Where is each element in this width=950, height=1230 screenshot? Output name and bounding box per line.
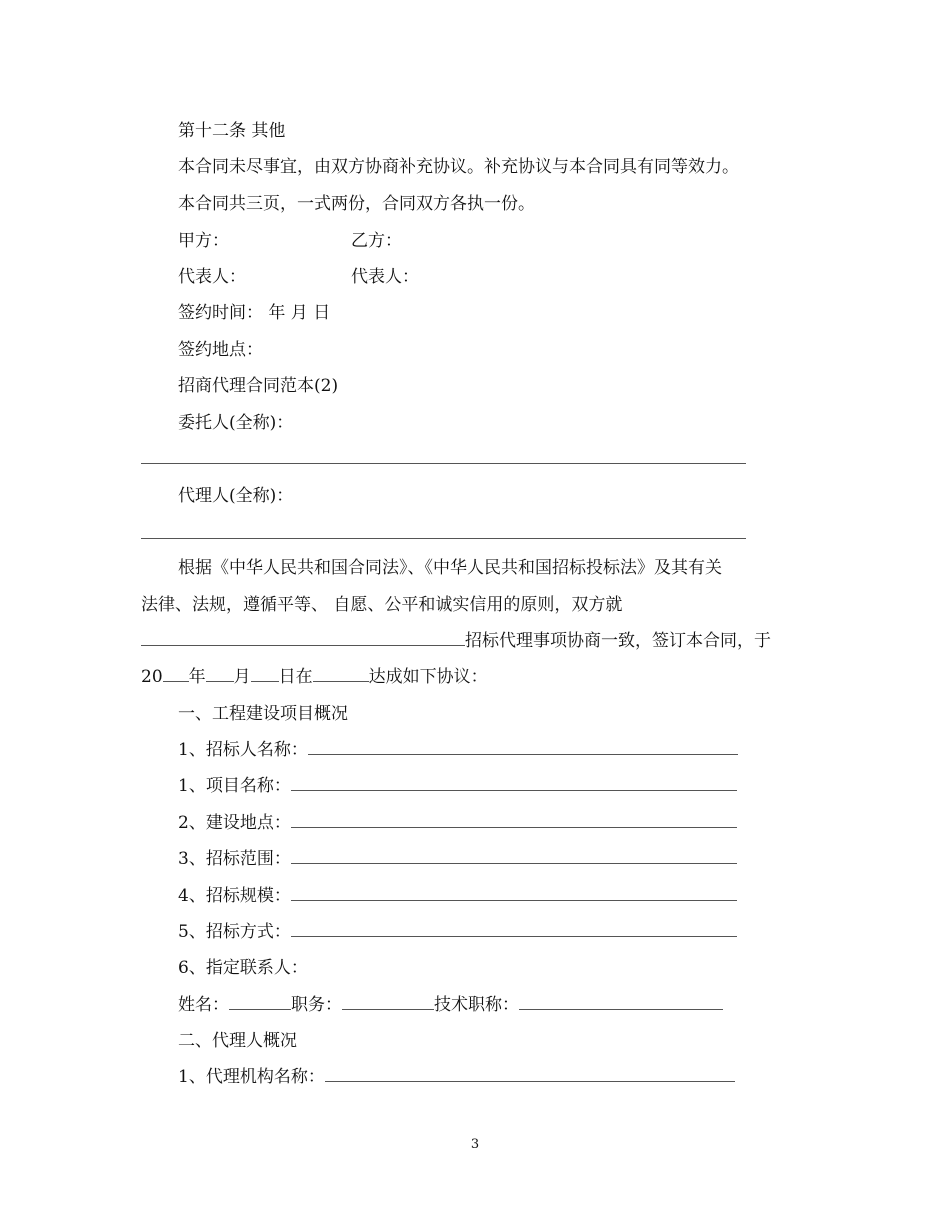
contact-details (178, 994, 723, 1016)
client-fill-line (141, 463, 746, 464)
list-item (178, 775, 737, 797)
contact-label: 6、指定联系人： (178, 958, 308, 978)
item-blank (291, 812, 737, 828)
month-blank (206, 666, 234, 682)
intro-line-1: 根据《中华人民共和国合同法》、《中华人民共和国招标投标法》及其有关 (178, 558, 722, 578)
position-label: 职务： (291, 995, 342, 1015)
contract-title: 招商代理合同范本(2) (178, 376, 339, 396)
name-blank (229, 994, 291, 1010)
month-label: 月 (233, 667, 251, 687)
item-blank (308, 739, 738, 755)
agency-name-blank (325, 1066, 735, 1082)
rep-a-label: 代表人： (178, 267, 246, 287)
year-label: 年 (188, 667, 206, 687)
tech-title-label: 技术职称： (434, 995, 519, 1015)
agent-label: 代理人(全称)： (178, 486, 294, 506)
section-2-heading: 二、代理人概况 (178, 1031, 297, 1051)
agent-fill-line (141, 538, 746, 539)
intro-line-3 (141, 630, 771, 652)
item-blank (291, 885, 737, 901)
item-blank (291, 921, 737, 937)
rep-b-label: 代表人： (351, 267, 419, 287)
item-blank (291, 848, 737, 864)
place-blank (313, 666, 369, 682)
section-1-heading: 一、工程建设项目概况 (178, 704, 348, 724)
matter-blank (141, 630, 465, 646)
party-a-label: 甲方： (178, 231, 229, 251)
list-item (178, 739, 738, 761)
client-label: 委托人(全称)： (178, 413, 294, 433)
year-prefix: 20 (141, 667, 163, 687)
sign-place-label: 签约地点： (178, 340, 263, 360)
intro-line-3-text: 招标代理事项协商一致，签订本合同，于 (465, 631, 771, 651)
year-blank (163, 666, 189, 682)
agency-name-label: 1、代理机构名称： (178, 1067, 325, 1087)
reach-label: 达成如下协议： (368, 667, 488, 687)
item-label: 1、项目名称： (178, 776, 291, 796)
article-12-heading: 第十二条 其他 (178, 121, 286, 141)
item-label: 3、招标范围： (178, 849, 291, 869)
day-blank (251, 666, 279, 682)
sign-date-parts: 年 月 日 (268, 303, 331, 323)
party-b-label: 乙方： (351, 231, 402, 251)
item-label: 4、招标规模： (178, 886, 291, 906)
list-item (178, 921, 737, 943)
item-label: 5、招标方式： (178, 922, 291, 942)
item-blank (291, 775, 737, 791)
sign-time-label: 签约时间： (178, 303, 263, 323)
list-item (178, 885, 737, 907)
supplement-clause: 本合同未尽事宜，由双方协商补充协议。补充协议与本合同具有同等效力。 (178, 157, 739, 177)
name-label: 姓名： (178, 995, 229, 1015)
agency-name-item (178, 1066, 735, 1088)
day-at-label: 日在 (278, 667, 313, 687)
agreement-date-line (141, 666, 488, 688)
list-item (178, 812, 737, 834)
position-blank (342, 994, 434, 1010)
page-number: 3 (470, 1137, 480, 1152)
item-label: 2、建设地点： (178, 813, 291, 833)
copies-clause: 本合同共三页，一式两份，合同双方各执一份。 (178, 194, 535, 214)
intro-line-2: 法律、法规，遵循平等、 自愿、公平和诚实信用的原则，双方就 (141, 595, 623, 615)
item-label: 1、招标人名称： (178, 740, 308, 760)
sign-time (178, 302, 330, 324)
tech-title-blank (519, 994, 723, 1010)
list-item (178, 848, 737, 870)
